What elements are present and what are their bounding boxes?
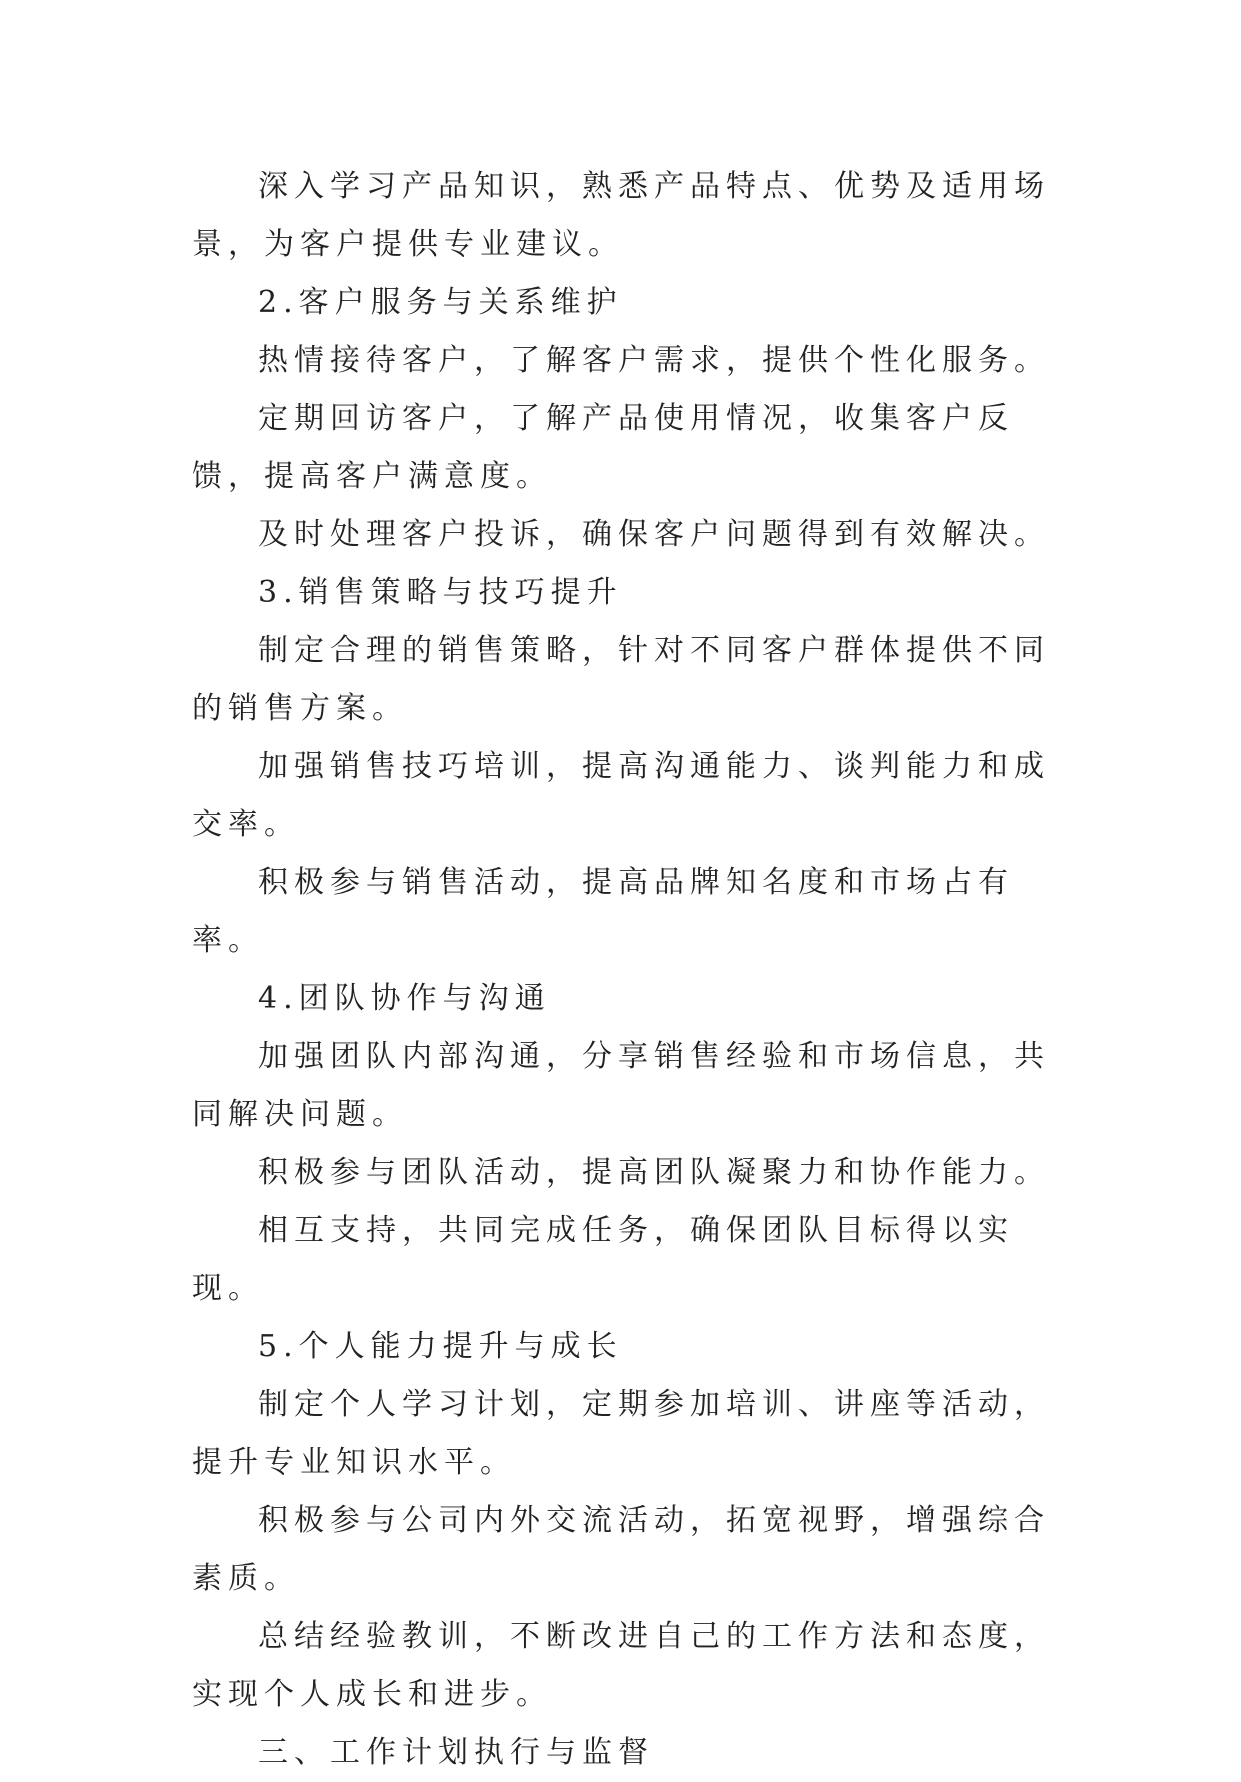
section-heading: 5.个人能力提升与成长 (258, 1329, 623, 1364)
section-heading: 3.销售策略与技巧提升 (258, 575, 623, 610)
paragraph: 深入学习产品知识，熟悉产品特点、优势及适用场景，为客户提供专业建议。 (192, 169, 1050, 262)
paragraph: 积极参与公司内外交流活动，拓宽视野，增强综合素质。 (192, 1503, 1050, 1596)
chapter-heading: 三、工作计划执行与监督 (258, 1735, 654, 1770)
paragraph: 制定个人学习计划，定期参加培训、讲座等活动，提升专业知识水平。 (192, 1387, 1050, 1480)
document-body (192, 158, 1052, 1782)
paragraph: 及时处理客户投诉，确保客户问题得到有效解决。 (258, 517, 1050, 552)
section-heading: 2.客户服务与关系维护 (258, 285, 623, 320)
paragraph: 热情接待客户，了解客户需求，提供个性化服务。 (258, 343, 1050, 378)
paragraph: 相互支持，共同完成任务，确保团队目标得以实现。 (192, 1213, 1014, 1306)
paragraph: 定期回访客户，了解产品使用情况，收集客户反馈，提高客户满意度。 (192, 401, 1014, 494)
paragraph: 总结经验教训，不断改进自己的工作方法和态度，实现个人成长和进步。 (192, 1619, 1050, 1712)
paragraph: 加强团队内部沟通，分享销售经验和市场信息，共同解决问题。 (192, 1039, 1050, 1132)
paragraph: 积极参与销售活动，提高品牌知名度和市场占有率。 (192, 865, 1014, 958)
section-heading: 4.团队协作与沟通 (258, 981, 551, 1016)
paragraph: 制定合理的销售策略，针对不同客户群体提供不同的销售方案。 (192, 633, 1050, 726)
paragraph: 加强销售技巧培训，提高沟通能力、谈判能力和成交率。 (192, 749, 1050, 842)
paragraph: 积极参与团队活动，提高团队凝聚力和协作能力。 (258, 1155, 1050, 1190)
